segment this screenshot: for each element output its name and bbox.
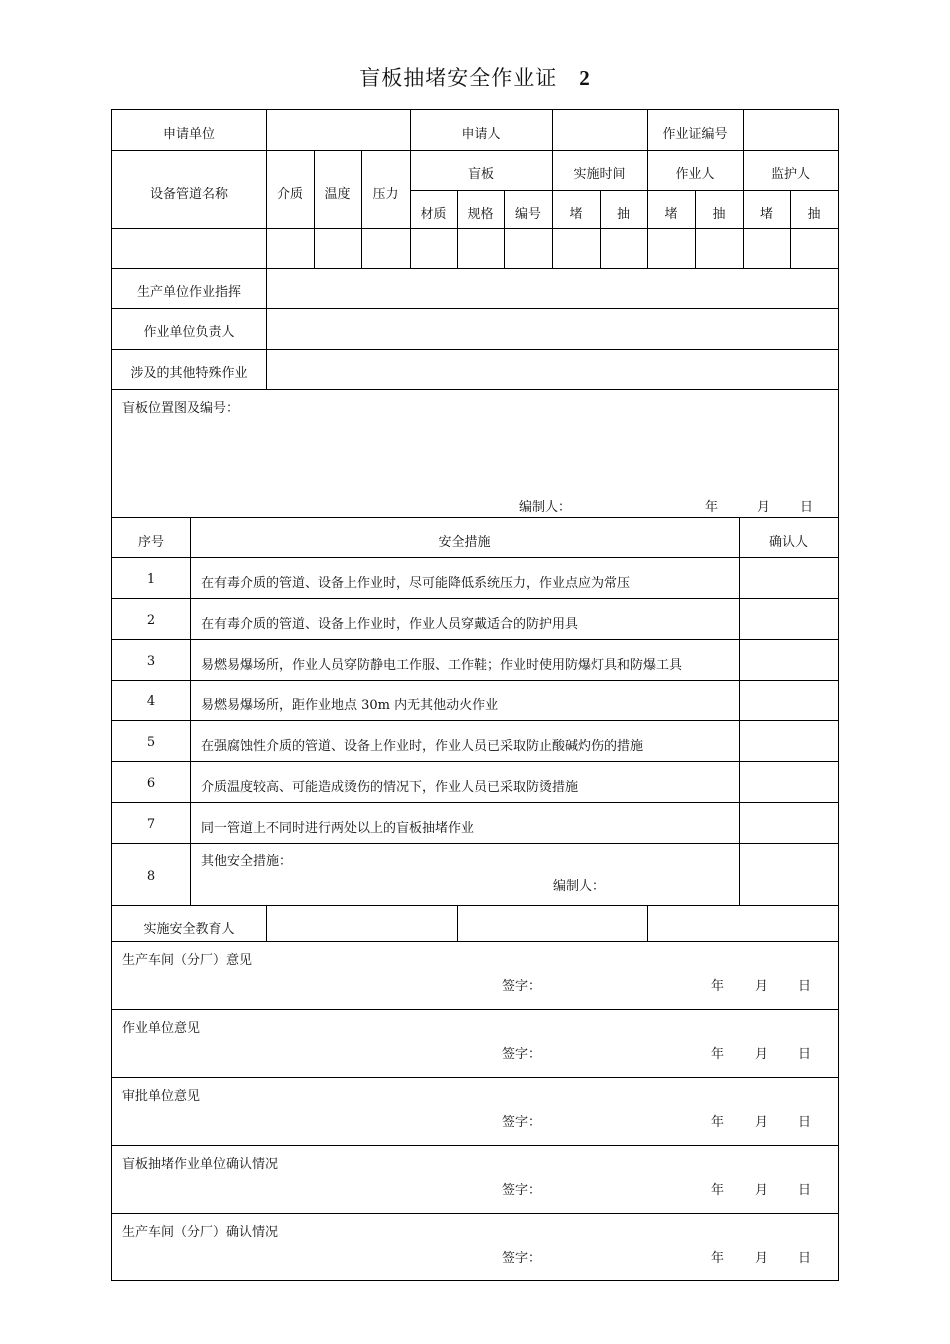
measure-no: 4 xyxy=(146,694,156,709)
opinion-sign-label: 签字： xyxy=(502,1115,542,1130)
opinion-year: 年 xyxy=(711,1047,725,1062)
opinion-day: 日 xyxy=(798,1047,812,1062)
opinion-sign-label: 签字： xyxy=(502,1047,542,1062)
guardian-label: 监护人 xyxy=(770,167,810,182)
measure-text: 易燃易爆场所，距作业地点 30m 内无其他动火作业 xyxy=(201,698,499,713)
opinion-sign-label: 签字： xyxy=(502,1183,542,1198)
diagram-day: 日 xyxy=(800,500,814,515)
page-title xyxy=(0,62,950,92)
opinion-day: 日 xyxy=(798,1115,812,1130)
permit-no-label: 作业证编号 xyxy=(662,127,728,142)
diagram-compiler-label: 编制人： xyxy=(519,500,572,515)
measure-no: 7 xyxy=(146,817,156,832)
education-field[interactable] xyxy=(267,906,457,941)
opinion-day: 日 xyxy=(798,979,812,994)
opinion-label: 生产车间（分厂）意见 xyxy=(122,953,253,968)
applicant-label: 申请人 xyxy=(461,127,501,142)
equipment-data-row[interactable] xyxy=(112,229,838,268)
commander-field[interactable] xyxy=(267,269,838,308)
opinion-sign-label: 签字： xyxy=(502,1251,542,1266)
opinion-year: 年 xyxy=(711,1251,725,1266)
measure-confirm-field[interactable] xyxy=(740,640,838,680)
diagram-year: 年 xyxy=(705,500,719,515)
measure-confirm-field[interactable] xyxy=(740,844,838,905)
measure-text: 介质温度较高、可能造成烫伤的情况下，作业人员已采取防烫措施 xyxy=(201,780,579,795)
education-field[interactable] xyxy=(648,906,838,941)
material-label: 材质 xyxy=(420,207,447,222)
measures-no-header: 序号 xyxy=(137,535,164,550)
opinion-day: 日 xyxy=(798,1251,812,1266)
opinion-day: 日 xyxy=(798,1183,812,1198)
opinion-label: 审批单位意见 xyxy=(122,1089,201,1104)
education-label: 实施安全教育人 xyxy=(143,922,235,937)
measure-confirm-field[interactable] xyxy=(740,721,838,761)
measure-no: 8 xyxy=(146,869,156,884)
blind-plate-label: 盲板 xyxy=(467,167,494,182)
leader-field[interactable] xyxy=(267,309,838,349)
permit-form xyxy=(111,109,839,1281)
opinion-sign-label: 签字： xyxy=(502,979,542,994)
education-field[interactable] xyxy=(458,906,647,941)
number-label: 编号 xyxy=(514,207,541,222)
measure-text: 在有毒介质的管道、设备上作业时，作业人员穿戴适合的防护用具 xyxy=(201,617,579,632)
applicant-field[interactable] xyxy=(553,110,647,150)
leader-label: 作业单位负责人 xyxy=(143,325,235,340)
guardian-block-label: 堵 xyxy=(759,207,773,222)
title-number: 2 xyxy=(579,66,591,90)
other-special-label: 涉及的其他特殊作业 xyxy=(130,366,248,381)
measure-confirm-field[interactable] xyxy=(740,599,838,639)
measure-no: 5 xyxy=(146,735,156,750)
confirmer-header: 确认人 xyxy=(768,535,808,550)
opinion-year: 年 xyxy=(711,1115,725,1130)
measure-confirm-field[interactable] xyxy=(740,803,838,843)
applicant-unit-label: 申请单位 xyxy=(162,127,215,142)
measure-confirm-field[interactable] xyxy=(740,558,838,598)
measure-no: 2 xyxy=(146,613,156,628)
opinion-month: 月 xyxy=(755,979,769,994)
other-measures-label: 其他安全措施： xyxy=(201,854,293,869)
measure8-compiler-label: 编制人： xyxy=(553,879,606,894)
medium-label: 介质 xyxy=(276,187,303,202)
worker-pull-label: 抽 xyxy=(712,207,726,222)
opinion-year: 年 xyxy=(711,979,725,994)
opinion-month: 月 xyxy=(755,1251,769,1266)
diagram-label: 盲板位置图及编号： xyxy=(122,401,240,416)
pressure-label: 压力 xyxy=(372,187,399,202)
measures-header: 安全措施 xyxy=(438,535,491,550)
measure-no: 6 xyxy=(146,776,156,791)
measure-confirm-field[interactable] xyxy=(740,762,838,802)
title-text: 盲板抽堵安全作业证 xyxy=(359,66,558,90)
measure-no: 3 xyxy=(146,654,156,669)
worker-block-label: 堵 xyxy=(664,207,678,222)
temperature-label: 温度 xyxy=(324,187,351,202)
opinion-month: 月 xyxy=(755,1115,769,1130)
applicant-unit-field[interactable] xyxy=(267,110,409,150)
opinion-year: 年 xyxy=(711,1183,725,1198)
opinion-label: 生产车间（分厂）确认情况 xyxy=(122,1225,279,1240)
measure-confirm-field[interactable] xyxy=(740,681,838,720)
diagram-month: 月 xyxy=(757,500,771,515)
opinion-label: 盲板抽堵作业单位确认情况 xyxy=(122,1157,279,1172)
measure-text: 易燃易爆场所，作业人员穿防静电工作服、工作鞋；作业时使用防爆灯具和防爆工具 xyxy=(201,658,683,673)
measure-text: 同一管道上不同时进行两处以上的盲板抽堵作业 xyxy=(201,821,475,836)
other-special-field[interactable] xyxy=(267,350,838,389)
measure-no: 1 xyxy=(146,572,156,587)
worker-label: 作业人 xyxy=(675,167,715,182)
opinion-label: 作业单位意见 xyxy=(122,1021,201,1036)
measure-text: 在有毒介质的管道、设备上作业时，尽可能降低系统压力，作业点应为常压 xyxy=(201,576,631,591)
spec-label: 规格 xyxy=(467,207,494,222)
guardian-pull-label: 抽 xyxy=(807,207,821,222)
impl-pull-label: 抽 xyxy=(616,207,630,222)
permit-no-field[interactable] xyxy=(744,110,838,150)
measure-text: 在强腐蚀性介质的管道、设备上作业时，作业人员已采取防止酸碱灼伤的措施 xyxy=(201,739,644,754)
commander-label: 生产单位作业指挥 xyxy=(136,285,241,300)
opinion-month: 月 xyxy=(755,1047,769,1062)
opinion-month: 月 xyxy=(755,1183,769,1198)
impl-block-label: 堵 xyxy=(569,207,583,222)
equipment-name-label: 设备管道名称 xyxy=(149,187,228,202)
impl-time-label: 实施时间 xyxy=(573,167,626,182)
